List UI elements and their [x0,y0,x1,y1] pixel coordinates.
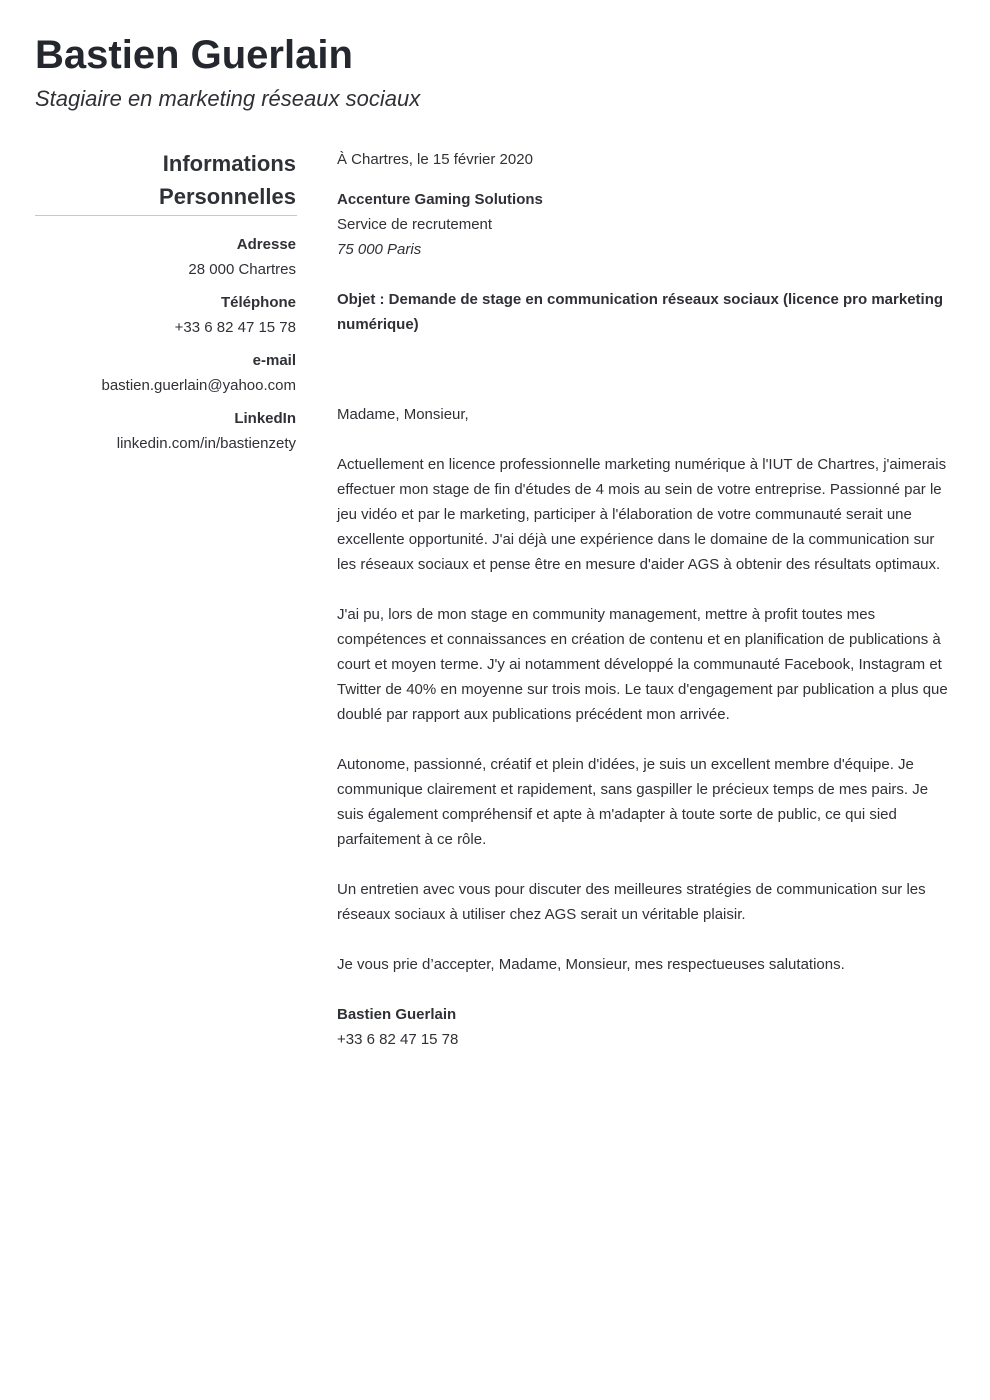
address-label: Adresse [236,236,296,253]
letter-subject: Objet : Demande de stage en communication réseaux sociaux (licence pro marketing numérique) [337,291,944,333]
letter-closing: Je vous prie d’accepter, Madame, Monsieur, mes respectueuses salutations. [337,956,845,973]
signature-phone: +33 6 82 47 15 78 [337,1031,459,1048]
applicant-name: Bastien Guerlain [35,33,353,77]
heading-line-2: Personnelles [159,184,296,209]
letter-salutation: Madame, Monsieur, [337,406,469,423]
letter-paragraph: Autonome, passionné, créatif et plein d'idées, je suis un excellent membre d'équipe. Je communique clairement et rapidement, sans gaspiller le précieux temps de mes pairs. Je suis également compréhensif et apte à m'adapter à toute sorte de public, ce qui sied parfaitement à ce rôle. [337,756,929,848]
job-title: Stagiaire en marketing réseaux sociaux [35,86,421,111]
personal-info-sidebar [35,147,297,456]
heading-line-1: Informations [162,151,296,176]
recipient-city: 75 000 Paris [337,241,422,258]
signature-block [337,1002,952,1052]
info-email [35,348,297,398]
letter-paragraph: Actuellement en licence professionnelle marketing numérique à l'IUT de Chartres, j'aimerais effectuer mon stage de fin d'études de 4 mois au sein de votre entreprise. Passionné par le jeu vidéo et par le marketing, participer à l'élaboration de votre communauté serait une excellente opportunité. J'ai déjà une expérience dans le domaine de la communication sur les réseaux sociaux et pense être en mesure d'aider AGS à obtenir des résultats optimaux. [337,456,947,573]
info-linkedin [35,406,297,456]
recipient-department: Service de recrutement [337,216,493,233]
recipient-company: Accenture Gaming Solutions [337,191,543,208]
recipient-block [337,187,952,262]
letter-body [337,147,952,1052]
phone-label: Téléphone [220,294,296,311]
letter-date: À Chartres, le 15 février 2020 [337,151,533,168]
phone-value: +33 6 82 47 15 78 [174,319,296,336]
header [35,30,420,114]
personal-info-heading [35,147,297,216]
linkedin-value[interactable]: linkedin.com/in/bastienzety [116,435,296,452]
letter-paragraph: J'ai pu, lors de mon stage en community management, mettre à profit toutes mes compétences et connaissances en création de contenu et en planification de publications à court et moyen terme. J'y ai notamment développé la communauté Facebook, Instagram et Twitter de 40% en moyenne sur trois mois. Le taux d'engagement par publication a plus que doublé par rapport aux publications précédent mon arrivée. [337,606,948,723]
address-value: 28 000 Chartres [188,261,296,278]
email-value[interactable]: bastien.guerlain@yahoo.com [101,377,296,394]
info-address [35,232,297,282]
email-label: e-mail [252,352,296,369]
letter-paragraph: Un entretien avec vous pour discuter des meilleures stratégies de communication sur les réseaux sociaux à utiliser chez AGS serait un véritable plaisir. [337,881,926,923]
info-phone [35,290,297,340]
linkedin-label: LinkedIn [234,410,296,427]
signature-name: Bastien Guerlain [337,1006,457,1023]
